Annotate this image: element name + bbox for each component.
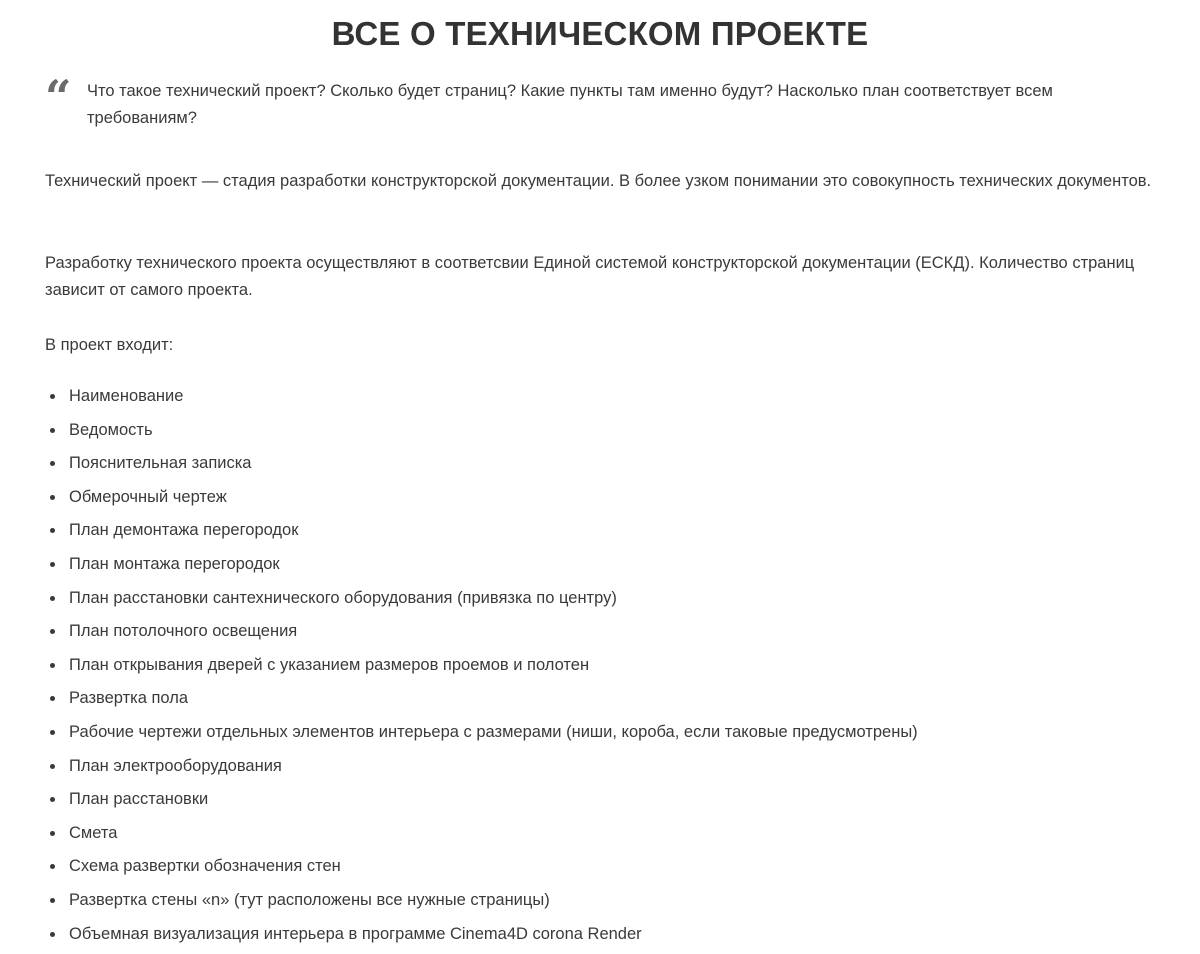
list-item-text: План потолочного освещения — [69, 622, 298, 641]
page-title: ВСЕ О ТЕХНИЧЕСКОМ ПРОЕКТЕ — [331, 15, 869, 52]
bullet-icon — [50, 596, 55, 601]
list-item — [45, 582, 918, 616]
list-item — [45, 649, 918, 683]
quote-icon: “ — [45, 70, 72, 124]
list-item-text: Объемная визуализация интерьера в программе Cinema4D corona Render — [69, 924, 642, 943]
bullet-icon — [50, 864, 55, 869]
list-item — [45, 615, 918, 649]
list-item-text: План расстановки — [69, 790, 209, 809]
list-item-text: Ведомость — [69, 420, 153, 439]
list-item — [45, 817, 918, 851]
bullet-icon — [50, 629, 55, 634]
list-item-text: Рабочие чертежи отдельных элементов интерьера с размерами (ниши, короба, если таковые предусмотрены) — [69, 722, 918, 741]
paragraph-standard: Разработку технического проекта осуществляют в соответсвии Единой системой конструкторской документации (ЕСКД). Количество страниц зависит от самого проекта. — [45, 254, 1135, 299]
bullet-icon — [50, 495, 55, 500]
bullet-icon — [50, 696, 55, 701]
bullet-icon — [50, 663, 55, 668]
list-item-text: План электрооборудования — [69, 756, 282, 775]
list-item-text: План расстановки сантехнического оборудования (привязка по центру) — [69, 588, 617, 607]
list-item-text: Развертка стены «n» (тут расположены все нужные страницы) — [69, 890, 550, 909]
paragraph-definition: Технический проект — стадия разработки конструкторской документации. В более узком понимании это совокупность технических документов. — [45, 172, 1152, 190]
list-item — [45, 447, 918, 481]
bullet-icon — [50, 764, 55, 769]
bullet-icon — [50, 562, 55, 567]
list-item-text: Развертка пола — [69, 689, 189, 708]
list-item — [45, 716, 918, 750]
bullet-icon — [50, 528, 55, 533]
list-item-text: Обмерочный чертеж — [69, 487, 227, 506]
bullet-icon — [50, 932, 55, 937]
list-item — [45, 750, 918, 784]
bullet-icon — [50, 831, 55, 836]
list-item — [45, 783, 918, 817]
project-contents-list — [45, 380, 918, 951]
list-item — [45, 850, 918, 884]
paragraph-list-intro: В проект входит: — [45, 336, 174, 354]
list-item — [45, 884, 918, 918]
list-item — [45, 481, 918, 515]
list-item — [45, 414, 918, 448]
bullet-icon — [50, 428, 55, 433]
list-item-text: План монтажа перегородок — [69, 554, 280, 573]
list-item-text: План демонтажа перегородок — [69, 521, 299, 540]
list-item-text: Пояснительная записка — [69, 454, 252, 473]
list-item — [45, 548, 918, 582]
bullet-icon — [50, 797, 55, 802]
list-item-text: План открывания дверей с указанием размеров проемов и полотен — [69, 655, 590, 674]
bullet-icon — [50, 461, 55, 466]
bullet-icon — [50, 394, 55, 399]
list-item-text: Наименование — [69, 387, 184, 405]
bullet-icon — [50, 898, 55, 903]
list-item — [45, 918, 918, 952]
bullet-icon — [50, 730, 55, 735]
list-item-text: Схема развертки обозначения стен — [69, 857, 341, 876]
list-item-text: Смета — [69, 823, 118, 842]
blockquote — [45, 70, 1155, 132]
list-item — [45, 682, 918, 716]
quote-text: Что такое технический проект? Сколько будет страниц? Какие пункты там именно будут? Насколько план соответствует всем требованиям? — [87, 82, 1053, 127]
list-item — [45, 380, 918, 414]
list-item — [45, 514, 918, 548]
